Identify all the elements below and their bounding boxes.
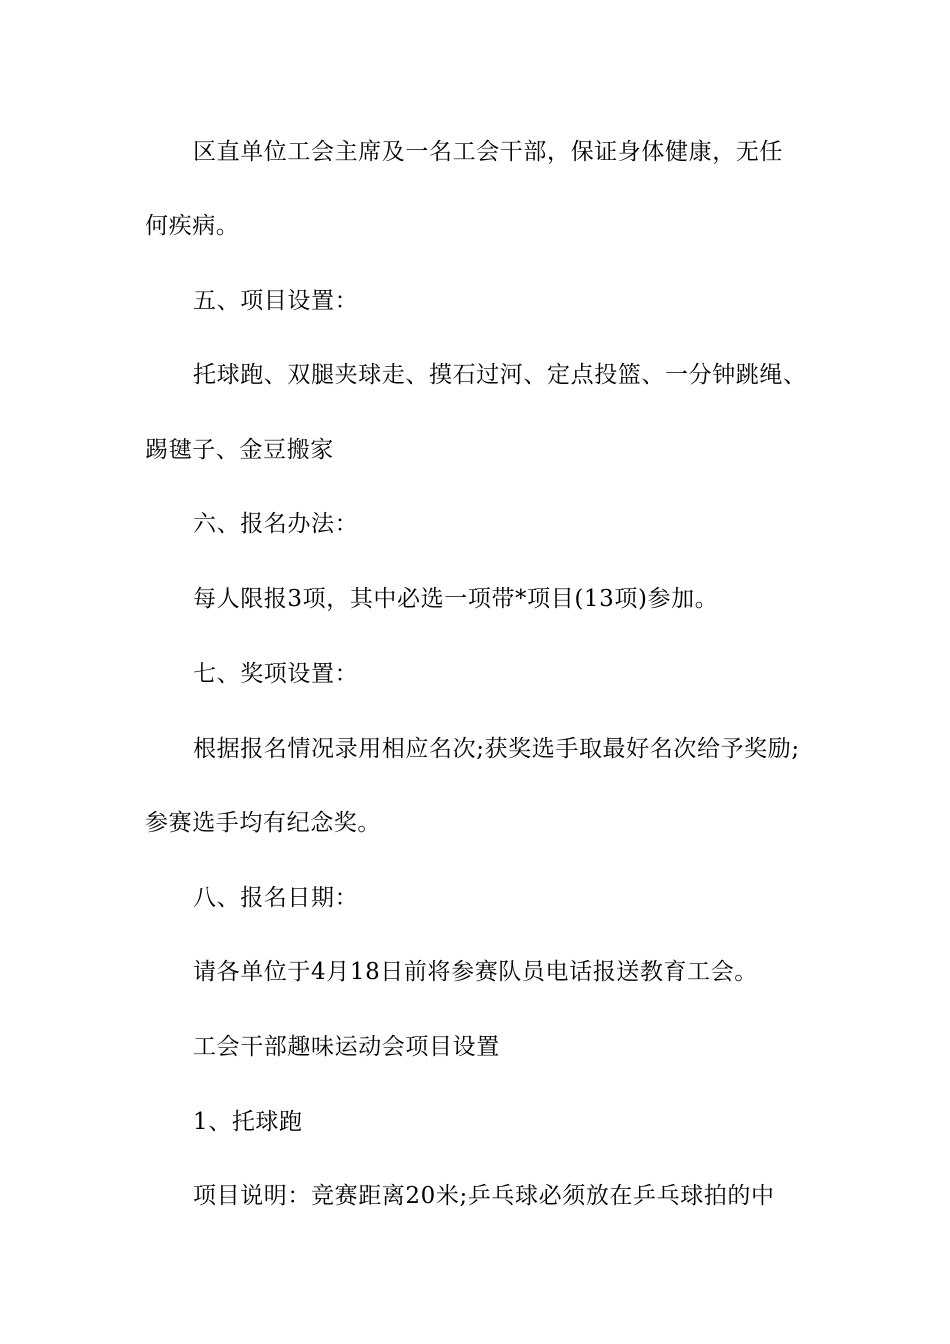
paragraph-line: 项目说明：竞赛距离20米;乒乓球必须放在乒乓球拍的中 bbox=[193, 1183, 775, 1209]
section-heading: 八、报名日期： bbox=[193, 885, 359, 911]
paragraph-line: 根据报名情况录用相应名次;获奖选手取最好名次给予奖励; bbox=[193, 736, 800, 762]
paragraph-line: 区直单位工会主席及一名工会干部，保证身体健康，无任 bbox=[193, 139, 783, 165]
section-heading: 五、项目设置： bbox=[193, 288, 359, 314]
item-heading: 1、托球跑 bbox=[193, 1109, 303, 1135]
paragraph-line: 请各单位于4月18日前将参赛队员电话报送教育工会。 bbox=[193, 959, 758, 985]
paragraph-line: 何疾病。 bbox=[145, 213, 240, 239]
paragraph-line: 托球跑、双腿夹球走、摸石过河、定点投篮、一分钟跳绳、 bbox=[193, 362, 807, 388]
section-heading: 七、奖项设置： bbox=[193, 661, 359, 687]
subtitle: 工会干部趣味运动会项目设置 bbox=[193, 1034, 500, 1060]
section-heading: 六、报名办法： bbox=[193, 511, 359, 537]
paragraph-line: 每人限报3项，其中必选一项带*项目(13项)参加。 bbox=[193, 586, 719, 612]
paragraph-line: 踢毽子、金豆搬家 bbox=[145, 437, 334, 463]
paragraph-line: 参赛选手均有纪念奖。 bbox=[145, 810, 381, 836]
